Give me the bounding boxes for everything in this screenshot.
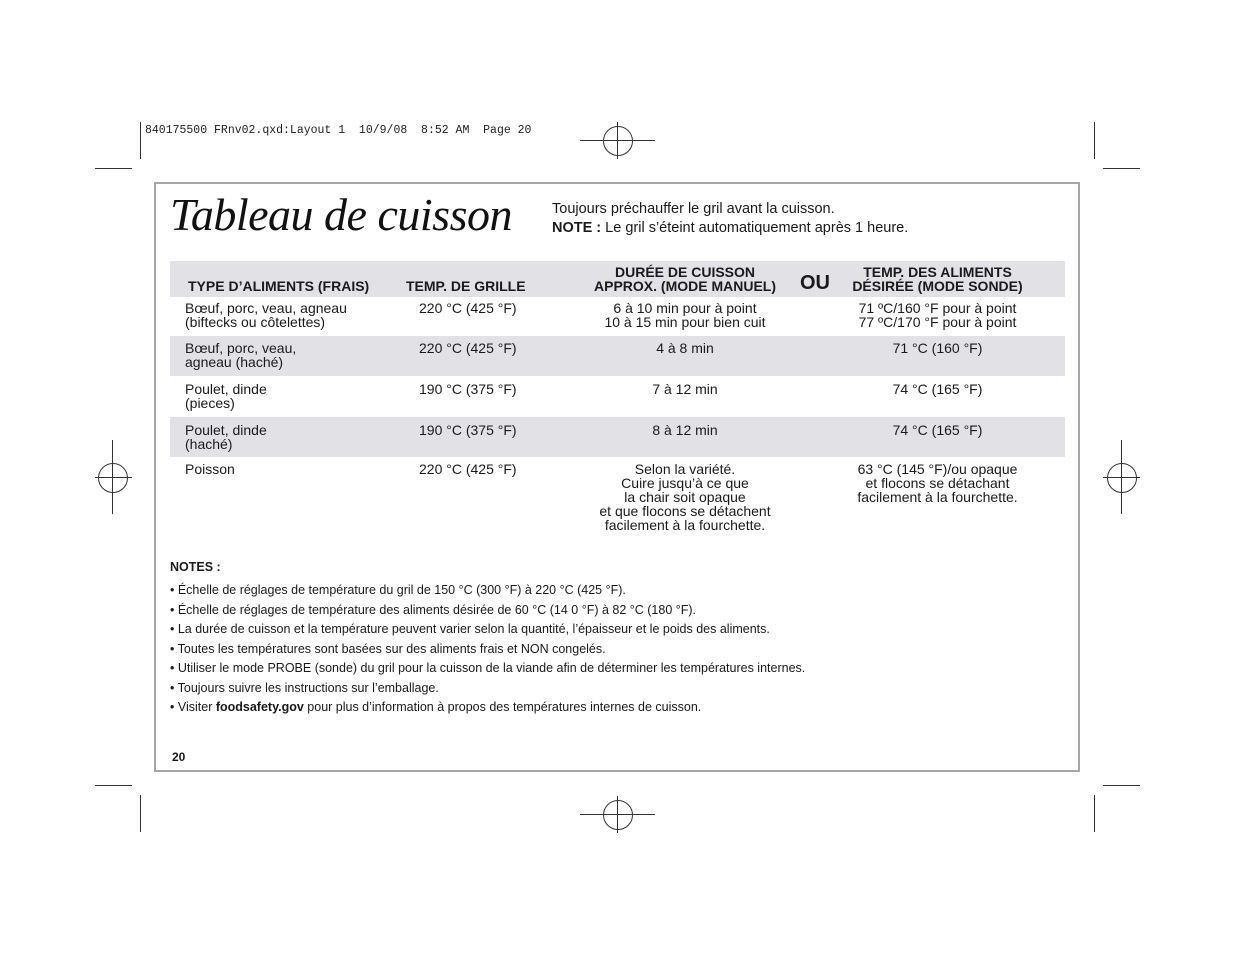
cell-cook-time: 6 à 10 min pour à point 10 à 15 min pour bien cuit xyxy=(604,300,766,330)
header-grill-temp: TEMP. DE GRILLE xyxy=(406,278,526,294)
cell-grill-temp: 190 °C (375 °F) xyxy=(419,422,517,438)
table-row xyxy=(170,376,1065,417)
crop-mark xyxy=(140,122,141,159)
table-row xyxy=(170,336,1065,376)
note-item: • Toutes les températures sont basées sur des aliments frais et NON congelés. xyxy=(170,641,606,656)
auto-off-note xyxy=(552,219,908,238)
table-row xyxy=(170,297,1065,336)
cell-food: Bœuf, porc, veau, agneau (haché) xyxy=(185,340,297,370)
cell-cook-time: 4 à 8 min xyxy=(656,340,714,356)
cell-grill-temp: 220 °C (425 °F) xyxy=(419,340,517,356)
header-cook-time-line1: DURÉE DE CUISSON xyxy=(614,264,756,280)
note-item: • La durée de cuisson et la température peuvent varier selon la quantité, l’épaisseur et le poids des aliments. xyxy=(170,622,770,636)
page-title: Tableau de cuisson xyxy=(170,189,512,240)
cell-food: Poulet, dinde (pieces) xyxy=(185,381,267,411)
cell-food: Poisson xyxy=(185,461,235,477)
cell-food-temp: 63 °C (145 °F)/ou opaque et flocons se détachant facilement à la fourchette. xyxy=(857,461,1018,505)
cell-grill-temp: 220 °C (425 °F) xyxy=(419,461,517,477)
table-row xyxy=(170,457,1065,537)
crop-mark xyxy=(95,168,132,169)
header-cook-time xyxy=(575,265,795,293)
note-item: • Visiter foodsafety.gov pour plus d’information à propos des températures internes de cuisson. xyxy=(170,700,702,714)
header-cook-time-line2: APPROX. (MODE MANUEL) xyxy=(594,278,776,294)
cell-cook-time: 8 à 12 min xyxy=(652,422,718,438)
notes-title: NOTES : xyxy=(170,560,221,574)
cell-grill-temp: 190 °C (375 °F) xyxy=(419,381,517,397)
header-food-type: TYPE D’ALIMENTS (FRAIS) xyxy=(188,278,370,294)
cell-grill-temp: 220 °C (425 °F) xyxy=(419,300,517,316)
preheat-instruction: Toujours préchauffer le gril avant la cuisson. xyxy=(552,201,835,217)
header-food-temp xyxy=(825,265,1050,293)
cell-food: Poulet, dinde (haché) xyxy=(185,422,267,452)
cell-food: Bœuf, porc, veau, agneau (biftecks ou côtelettes) xyxy=(185,300,347,330)
notes-section xyxy=(170,560,805,718)
crop-mark xyxy=(1103,168,1140,169)
page-number: 20 xyxy=(172,750,186,764)
crop-mark xyxy=(95,785,132,786)
note-item: • Toujours suivre les instructions sur l’emballage. xyxy=(170,680,439,695)
printer-slug: 840175500 FRnv02.qxd:Layout 1 10/9/08 8:52 AM Page 20 xyxy=(145,124,532,137)
crop-mark xyxy=(140,795,141,832)
crop-mark xyxy=(1103,785,1140,786)
header-or: OU xyxy=(800,272,830,294)
intro-text xyxy=(552,200,908,238)
table-row xyxy=(170,417,1065,457)
cell-food-temp: 71 ºC/160 °F pour à point 77 ºC/170 °F pour à point xyxy=(858,300,1017,330)
cell-cook-time: 7 à 12 min xyxy=(652,381,718,397)
cell-food-temp: 74 °C (165 °F) xyxy=(892,422,983,438)
note-item: • Échelle de réglages de température du gril de 150 °C (300 °F) à 220 °C (425 °F). xyxy=(170,583,626,597)
note-item: • Utiliser le mode PROBE (sonde) du gril pour la cuisson de la viande afin de déterminer les températures internes. xyxy=(170,661,806,675)
cell-food-temp: 71 °C (160 °F) xyxy=(892,340,983,356)
cell-food-temp: 74 °C (165 °F) xyxy=(892,381,983,397)
crop-mark xyxy=(1094,122,1095,159)
header-food-temp-line1: TEMP. DES ALIMENTS xyxy=(863,264,1012,280)
cell-cook-time: Selon la variété. Cuire jusqu’à ce que la chair soit opaque et que flocons se détachent facilement à la fourchette. xyxy=(599,461,771,533)
header-food-temp-line2: DÉSIRÉE (MODE SONDE) xyxy=(852,278,1023,294)
note-item: • Échelle de réglages de température des aliments désirée de 60 °C (14 0 °F) à 82 °C (180 °F). xyxy=(170,602,697,617)
note-text: Le gril s’éteint automatiquement après 1 heure. xyxy=(601,220,909,236)
note-label: NOTE : xyxy=(552,220,602,236)
crop-mark xyxy=(1094,795,1095,832)
foodsafety-link[interactable]: foodsafety.gov xyxy=(215,700,304,714)
